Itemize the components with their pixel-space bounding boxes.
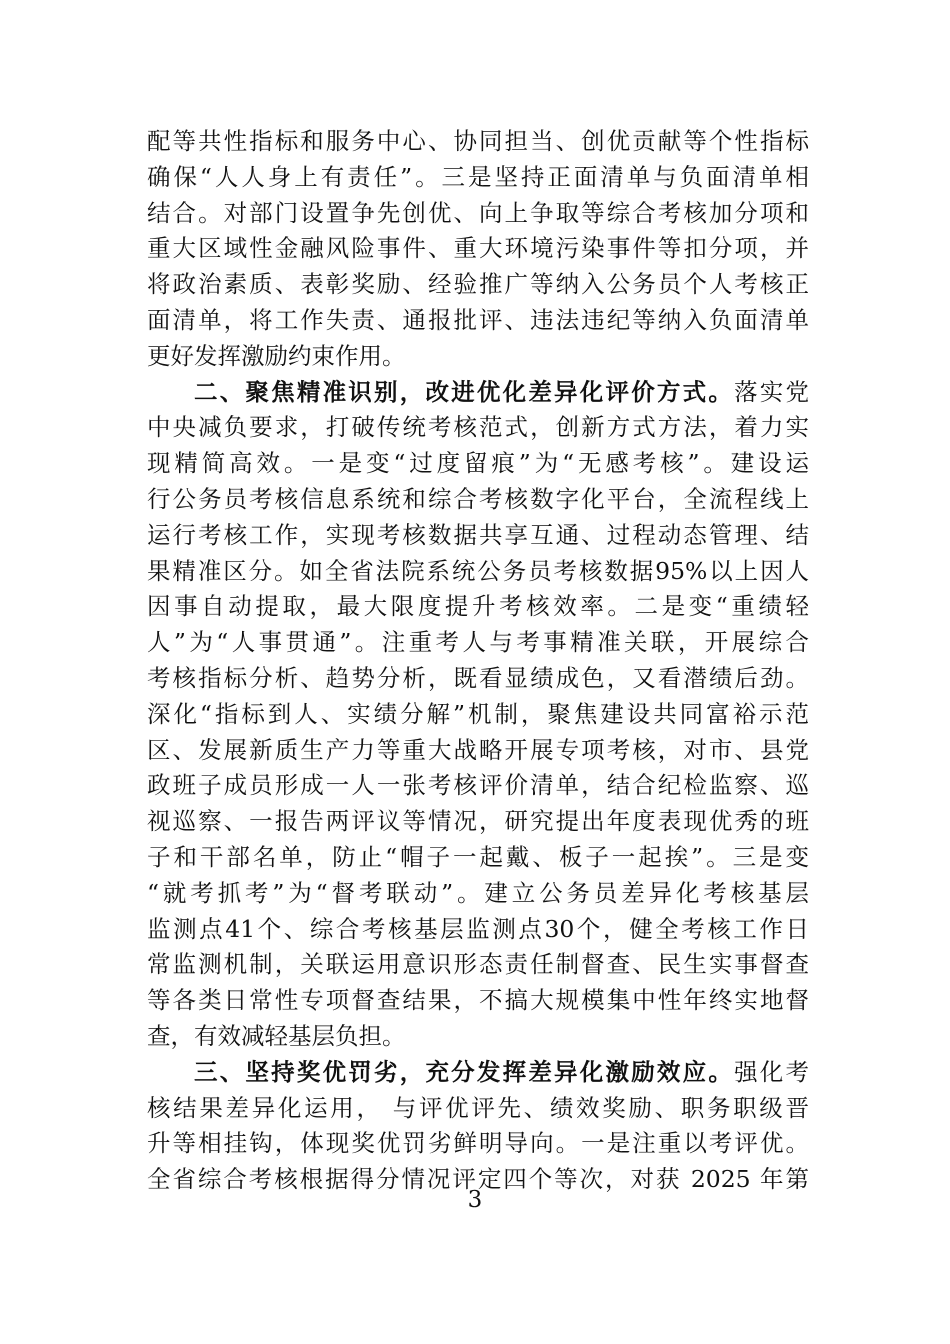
text-line: 果精准区分。如全省法院系统公务员考核数据95%以上因人 <box>147 556 809 585</box>
text-line: 政班子成员形成一人一张考核评价清单，结合纪检监察、巡 <box>147 771 809 800</box>
text-line: 监测点41个、综合考核基层监测点30个，健全考核工作日 <box>147 914 809 943</box>
section-2-first-line-text: 落实党 <box>734 377 809 406</box>
text-line: 中央减负要求，打破传统考核范式，创新方式方法，着力实 <box>147 413 809 442</box>
section-3-first-line <box>147 1055 809 1091</box>
text-line: 行公务员考核信息系统和综合考核数字化平台，全流程线上 <box>147 484 809 513</box>
text-line: 子和干部名单，防止“帽子一起戴、板子一起挨”。三是变 <box>147 842 809 871</box>
text-line: 更好发挥激励约束作用。 <box>147 341 406 370</box>
section-3-first-line-text: 强化考 <box>734 1057 809 1086</box>
text-line: 重大区域性金融风险事件、重大环境污染事件等扣分项，并 <box>147 234 809 263</box>
text-line: 常监测机制，关联运用意识形态责任制督查、民生实事督查 <box>147 950 809 979</box>
text-line: 面清单，将工作失责、通报批评、违法违纪等纳入负面清单 <box>147 305 809 334</box>
text-line: 深化“指标到人、实绩分解”机制，聚焦建设共同富裕示范 <box>147 699 809 728</box>
text-line: 将政治素质、表彰奖励、经验推广等纳入公务员个人考核正 <box>147 270 809 299</box>
body-text <box>147 124 809 1198</box>
text-line: 等各类日常性专项督查结果，不搞大规模集中性年终实地督 <box>147 986 809 1015</box>
text-line: 视巡察、一报告两评议等情况，研究提出年度表现优秀的班 <box>147 807 809 836</box>
text-line: 确保“人人身上有责任”。三是坚持正面清单与负面清单相 <box>147 162 809 191</box>
text-line: 核结果差异化运用， 与评优评先、绩效奖励、职务职级晋 <box>147 1093 809 1122</box>
text-line: 升等相挂钩，体现奖优罚劣鲜明导向。一是注重以考评优。 <box>147 1129 809 1158</box>
text-line: 结合。对部门设置争先创优、向上争取等综合考核加分项和 <box>147 198 809 227</box>
text-line: 人”为“人事贯通”。注重考人与考事精准关联，开展综合 <box>147 628 809 657</box>
text-line: 现精简高效。一是变“过度留痕”为“无感考核”。建设运 <box>147 449 809 478</box>
text-line: 全省综合考核根据得分情况评定四个等次，对获 2025 年第 <box>147 1165 809 1194</box>
text-line: 查，有效减轻基层负担。 <box>147 1021 406 1050</box>
section-2-first-line <box>147 375 809 411</box>
text-line: “就考抓考”为“督考联动”。建立公务员差异化考核基层 <box>147 878 809 907</box>
page-number: 3 <box>467 1187 483 1213</box>
text-line: 因事自动提取，最大限度提升考核效率。二是变“重绩轻 <box>147 592 809 621</box>
section-2-heading: 二、聚焦精准识别，改进优化差异化评价方式。 <box>194 377 735 406</box>
text-line: 配等共性指标和服务中心、协同担当、创优贡献等个性指标 <box>147 127 809 155</box>
section-3-heading: 三、坚持奖优罚劣，充分发挥差异化激励效应。 <box>194 1057 735 1086</box>
text-line: 运行考核工作，实现考核数据共享互通、过程动态管理、结 <box>147 520 809 549</box>
text-line: 区、发展新质生产力等重大战略开展专项考核，对市、县党 <box>147 735 809 764</box>
text-line: 考核指标分析、趋势分析，既看显绩成色，又看潜绩后劲。 <box>147 663 809 692</box>
